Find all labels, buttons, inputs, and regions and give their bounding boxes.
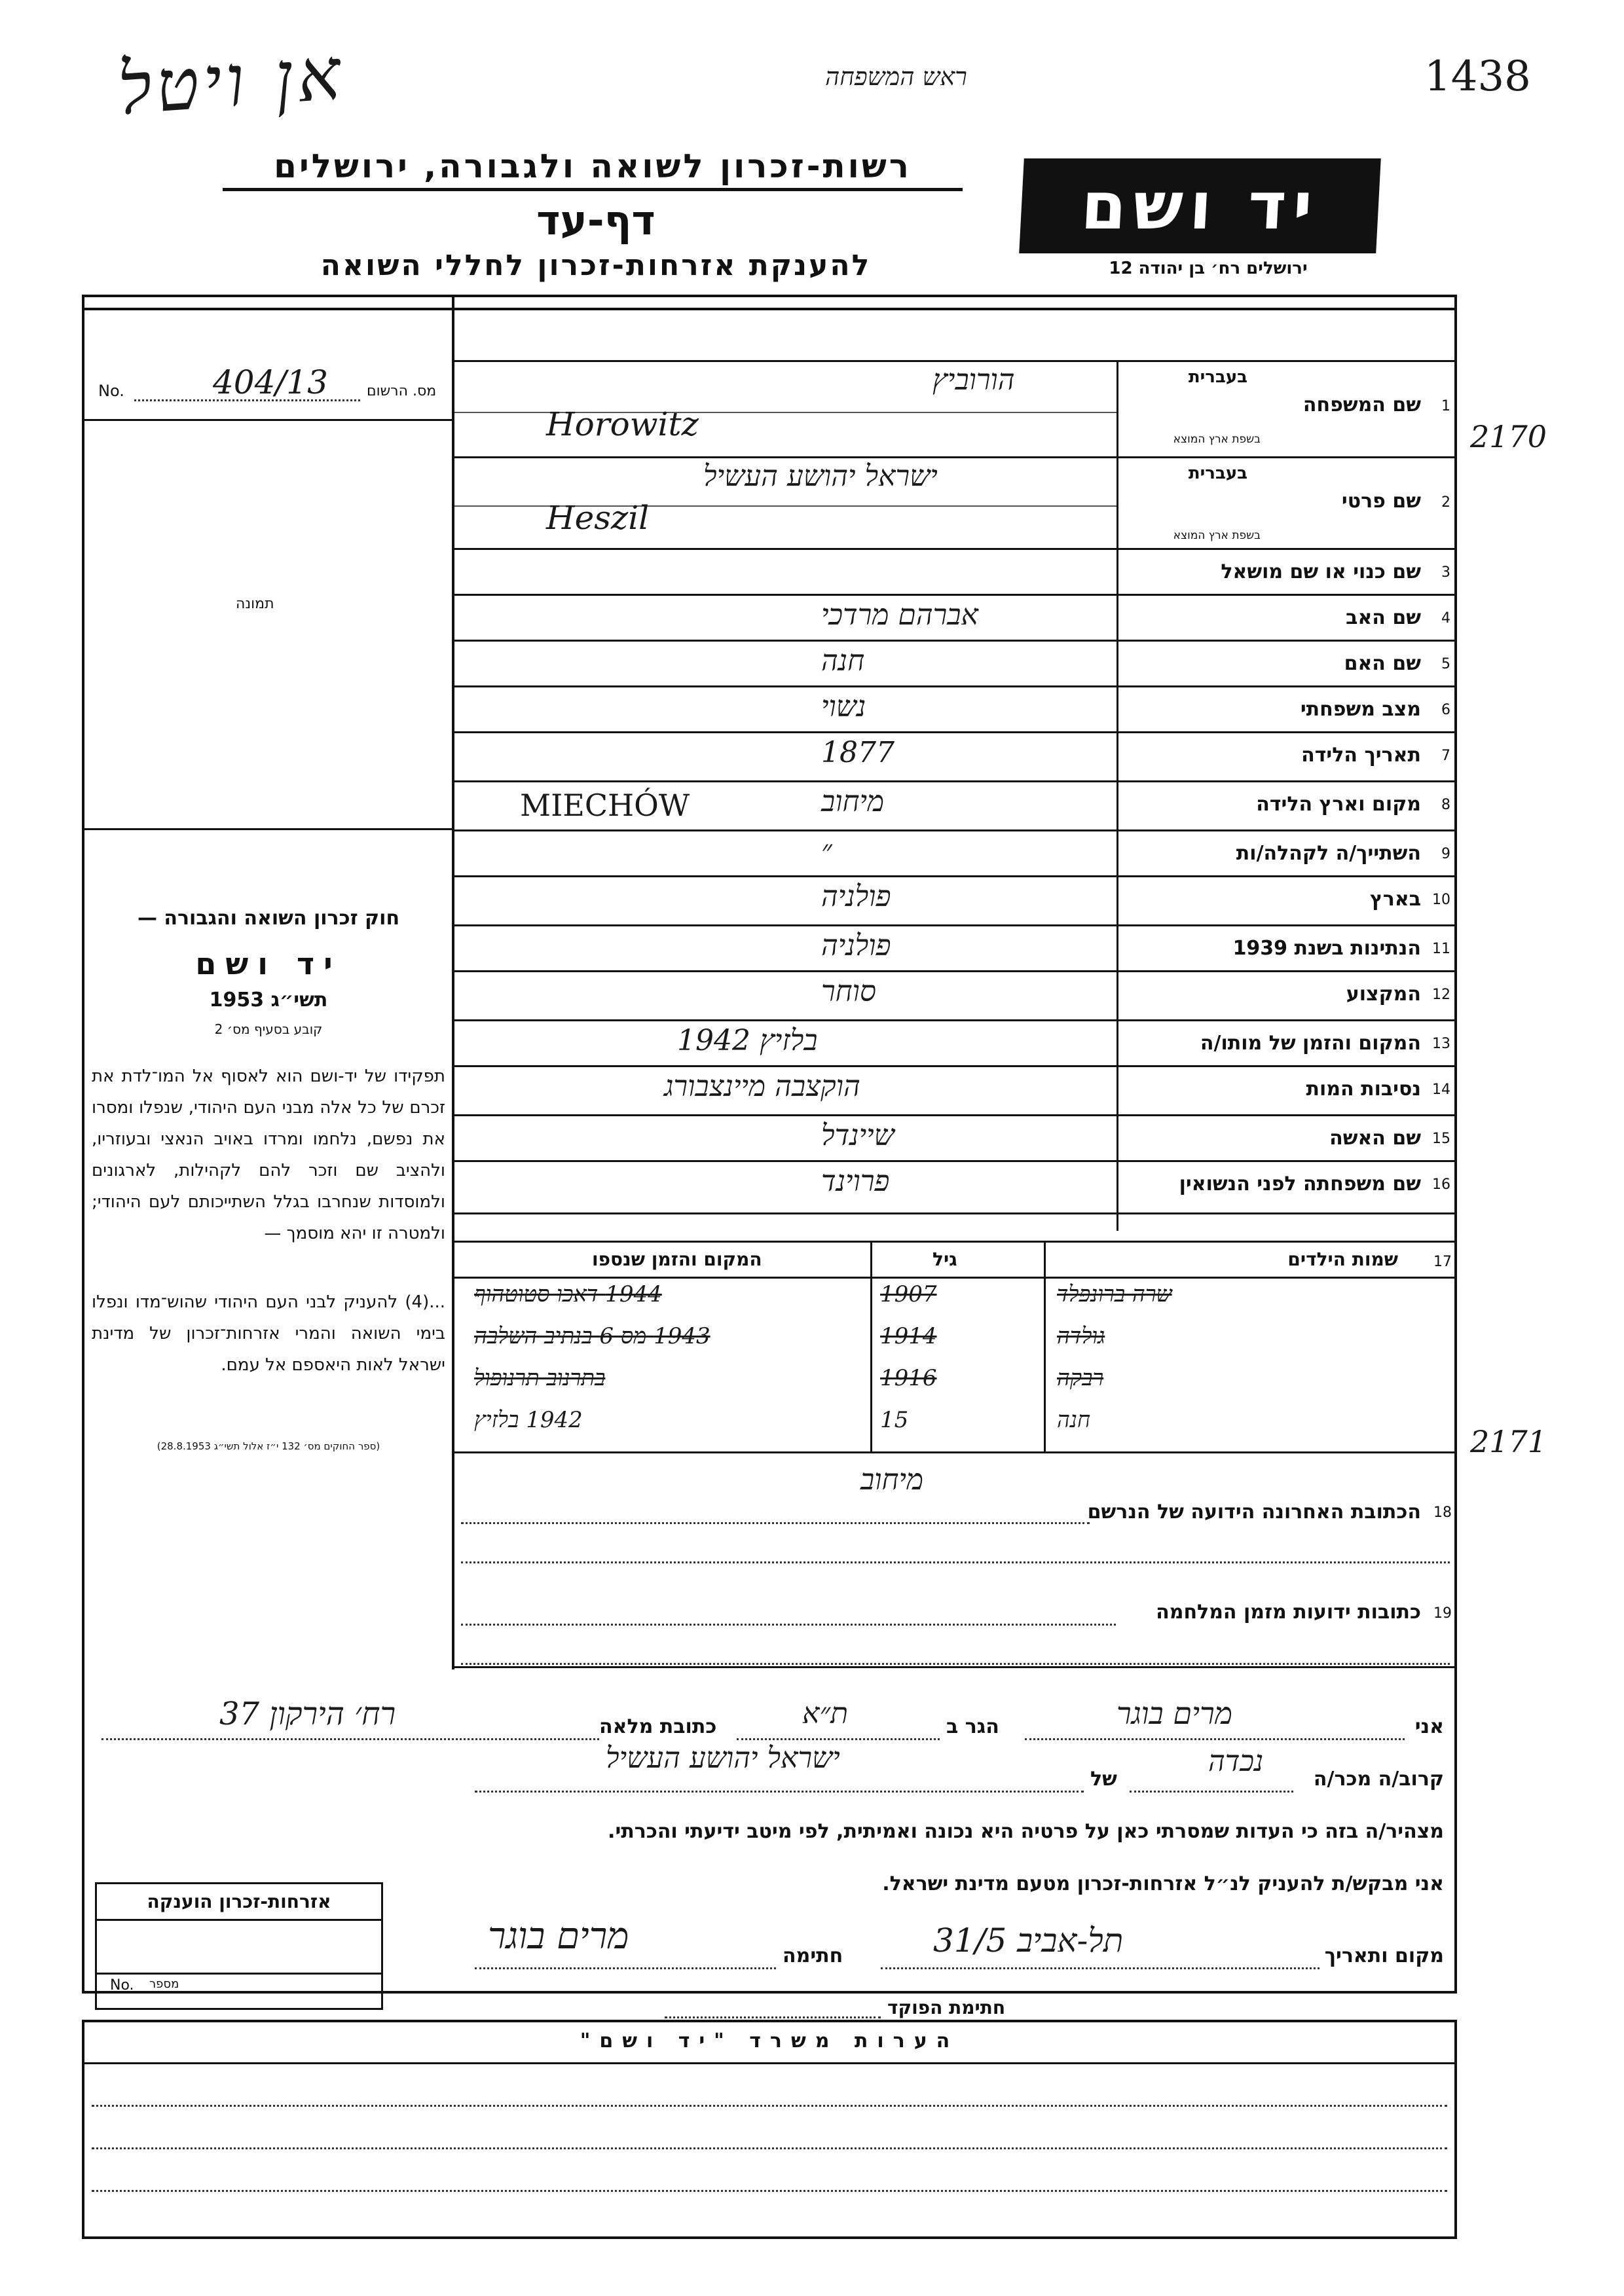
- field-value: פולניה: [821, 929, 891, 962]
- field-label: תאריך הלידה: [1301, 744, 1421, 767]
- field-label: בארץ: [1369, 888, 1421, 911]
- field-value: שיינדל: [821, 1119, 895, 1152]
- law-clause: קובע בסעיף מס׳ 2: [214, 1021, 323, 1037]
- office-notes-title: הערות משרד "יד ושם": [580, 2030, 959, 2052]
- field-label: שם המשפחה: [1302, 393, 1421, 416]
- children-col-age: גיל: [932, 1248, 957, 1270]
- field-value-local: Heszil: [546, 499, 650, 537]
- decl-resides: הגר ב: [946, 1715, 999, 1738]
- field-value: בלזיץ 1942: [677, 1024, 818, 1057]
- field-18-label: הכתובת האחרונה הידועה של הנרשם: [1087, 1501, 1421, 1523]
- reg-label-en: No.: [98, 382, 124, 400]
- field-sub-local: בשפת ארץ המוצא: [1173, 529, 1261, 542]
- field-row-12: [454, 972, 1457, 1021]
- form-title: דף-עד: [536, 196, 655, 244]
- field-18: [454, 1463, 1457, 1565]
- field-num: 12: [1432, 987, 1450, 1003]
- children-col-names: שמות הילדים: [1287, 1248, 1398, 1270]
- field-row-5: [454, 642, 1457, 687]
- logo-text: יד ושם: [1079, 168, 1321, 244]
- field-value: מיחוב: [821, 785, 885, 818]
- child-name: שרה ברונפלד: [1057, 1281, 1172, 1307]
- field-19: [454, 1571, 1457, 1669]
- form-subtitle: להענקת אזרחות-זכרון לחללי השואה: [320, 249, 872, 282]
- field-row-15: [454, 1116, 1457, 1162]
- side-margin-2: 2171: [1470, 1424, 1547, 1459]
- logo-address: ירושלים רח׳ בן יהודה 12: [1109, 259, 1308, 278]
- child-age: 1916: [880, 1365, 937, 1391]
- field-value: אברהם מרדכי: [821, 598, 978, 632]
- field-num: 8: [1441, 797, 1450, 813]
- field-value: חנה: [821, 644, 865, 678]
- decl-officer-label: חתימת הפוקד: [887, 1997, 1006, 2018]
- field-value-local: Horowitz: [546, 405, 699, 443]
- field-row-1: [454, 362, 1457, 458]
- field-label: המקצוע: [1346, 983, 1421, 1006]
- field-19-num: 19: [1433, 1605, 1452, 1622]
- side-margin-1: 2170: [1470, 419, 1547, 454]
- child-place: 1943 מס 6 בנתיב השלבה: [474, 1323, 710, 1349]
- field-value: נשוי: [821, 690, 866, 723]
- decl-relation-label: קרוב/ה מכר/ה: [1313, 1768, 1444, 1791]
- decl-statement: מצהיר/ה בזה כי העדות שמסרתי כאן על פרטיה היא נכונה ואמיתית, לפי מיטב ידיעתי והכרתי.: [608, 1820, 1444, 1843]
- field-label: שם משפחתה לפני הנשואין: [1179, 1173, 1421, 1195]
- decl-relation: נכדה: [1208, 1745, 1264, 1778]
- photo-label: תמונה: [236, 596, 274, 612]
- citizenship-no-label-he: מספר: [149, 1977, 179, 1991]
- field-num: 1: [1441, 398, 1450, 414]
- decl-signature: מרים בוגר: [488, 1915, 629, 1958]
- citizenship-no-label: No.: [110, 1977, 134, 1994]
- field-row-2: [454, 458, 1457, 550]
- field-label: שם כנוי או שם מושאל: [1221, 560, 1421, 583]
- field-num: 13: [1432, 1036, 1450, 1052]
- law-year: תשי״ג 1953: [209, 989, 328, 1011]
- field-row-9: [454, 831, 1457, 877]
- field-label: שם האם: [1344, 652, 1421, 675]
- decl-place-date-label: מקום ותאריך: [1324, 1944, 1444, 1967]
- decl-address: רח׳ הירקון 37: [219, 1696, 396, 1732]
- field-value-local: MIECHÓW: [520, 788, 690, 823]
- field-value: פולניה: [821, 880, 891, 913]
- children-col-place: המקום והזמן שנספו: [592, 1248, 762, 1270]
- reg-label-he: מס. הרשום: [367, 383, 437, 399]
- decl-name: מרים בוגר: [1116, 1696, 1232, 1731]
- field-value-hebrew: הורוביץ: [932, 363, 1015, 397]
- field-label: שם האב: [1346, 606, 1421, 629]
- field-row-10: [454, 877, 1457, 926]
- field-label: מקום וארץ הלידה: [1256, 793, 1421, 816]
- law-heading: חוק זכרון השואה והגבורה —: [137, 907, 400, 930]
- field-row-8: [454, 782, 1457, 831]
- field-19-label: כתובות ידועות מזמן המלחמה: [1156, 1601, 1421, 1624]
- decl-ani: אני: [1414, 1715, 1444, 1738]
- field-num: 4: [1441, 610, 1450, 627]
- decl-of: של: [1090, 1768, 1117, 1791]
- child-age: 1914: [880, 1323, 937, 1349]
- decl-person: ישראל יהושע העשיל: [606, 1741, 840, 1775]
- field-num: 6: [1441, 702, 1450, 718]
- field-row-13: [454, 1021, 1457, 1067]
- decl-address-label: כתובת מלאה: [599, 1715, 717, 1738]
- field-label: שם האשה: [1329, 1127, 1421, 1150]
- field-value: סוחר: [821, 975, 876, 1008]
- child-age: 15: [880, 1407, 909, 1433]
- page-number: 1438: [1424, 52, 1531, 101]
- corner-scrawl: אן ויטל: [115, 31, 347, 131]
- field-sub-hebrew: בעברית: [1188, 464, 1247, 483]
- field-label: שם פרטי: [1341, 490, 1421, 513]
- declaration-section: [82, 1669, 1457, 2018]
- field-value-hebrew: ישראל יהושע העשיל: [703, 460, 938, 493]
- field-label: הנתינות בשנת 1939: [1232, 937, 1421, 960]
- field-value: 1877: [821, 736, 895, 769]
- field-18-num: 18: [1433, 1504, 1452, 1521]
- field-num: 2: [1441, 494, 1450, 511]
- children-num: 17: [1433, 1254, 1452, 1270]
- decl-place-date: תל-אביב 31/5: [933, 1922, 1124, 1959]
- field-num: 7: [1441, 748, 1450, 764]
- child-place: בתרנוב תרנופול: [474, 1365, 606, 1391]
- org-name: רשות-זכרון לשואה ולגבורה, ירושלים: [223, 147, 963, 191]
- citizenship-box: [95, 1882, 383, 2010]
- law-name: יד ושם: [195, 946, 342, 981]
- field-num: 16: [1432, 1176, 1450, 1193]
- field-num: 10: [1432, 892, 1450, 908]
- law-paragraph-2: ...(4) להעניק לבני העם היהודי שהוש־מדו ונפלו בימי השואה והמרי אזרחות־זכרון של מדינת ישראל לאות היאספם אל עמם.: [92, 1292, 445, 1375]
- field-sub-hebrew: בעברית: [1188, 367, 1247, 387]
- field-num: 11: [1432, 941, 1450, 957]
- field-row-3: [454, 550, 1457, 596]
- child-name: רבקה: [1057, 1365, 1104, 1391]
- field-18-value: מיחוב: [860, 1463, 924, 1497]
- field-num: 3: [1441, 564, 1450, 581]
- field-row-11: [454, 926, 1457, 972]
- citizenship-box-title: אזרחות-זכרון הוענקה: [97, 1884, 381, 1921]
- field-row-16: [454, 1162, 1457, 1214]
- field-num: 14: [1432, 1082, 1450, 1098]
- field-value: ״: [821, 834, 832, 867]
- field-row-6: [454, 687, 1457, 733]
- field-label: מצב משפחתי: [1300, 698, 1421, 721]
- child-age: 1907: [880, 1281, 937, 1307]
- child-name: גולדה: [1057, 1323, 1105, 1349]
- top-note: ראש המשפחה: [825, 62, 967, 91]
- field-label: המקום והזמן של מותו/ה: [1200, 1032, 1421, 1055]
- field-num: 9: [1441, 846, 1450, 862]
- reg-number: 404/13: [213, 363, 328, 401]
- law-citation: (ספר החוקים מס׳ 132 י״ז אלול תשי״ג 28.8.1953): [157, 1440, 380, 1452]
- law-paragraph-1: תפקידו של יד-ושם הוא לאסוף אל המו־לדת את זכרם של כל אלה מבני העם היהודי, שנפלו ומסרו את נפשם, נלחמו ומרדו באויב הנאצי ובעוזריו, ולהציב שם וזכר להם לקהילות, לארגונים ולמוסדות שנחרבו בגלל השתייכותם לעם היהודי; ולמטרה זו יהא מוסמך —: [92, 1066, 445, 1243]
- field-num: 5: [1441, 656, 1450, 672]
- decl-signature-label: חתימה: [783, 1944, 843, 1967]
- children-table: [454, 1241, 1457, 1457]
- yad-vashem-logo: [1019, 158, 1381, 253]
- decl-request: אני מבקש/ת להעניק לנ״ל אזרחות-זכרון מטעם מדינת ישראל.: [882, 1872, 1444, 1895]
- child-name: חנה: [1057, 1407, 1091, 1433]
- field-value: הוקצבה מיינצבורג: [664, 1070, 860, 1103]
- field-label: השתייך/ה לקהלה/ות: [1236, 842, 1421, 865]
- field-row-4: [454, 596, 1457, 642]
- field-sub-local: בשפת ארץ המוצא: [1173, 433, 1261, 446]
- child-place: 1942 בלזיץ: [474, 1407, 583, 1433]
- field-row-7: [454, 733, 1457, 782]
- child-place: 1944 דאכו סטוטהוף: [474, 1281, 662, 1307]
- field-row-14: [454, 1067, 1457, 1116]
- field-value: פרוינד: [821, 1165, 890, 1198]
- field-num: 15: [1432, 1131, 1450, 1147]
- decl-city: ת״א: [802, 1697, 848, 1730]
- field-label: נסיבות המות: [1306, 1078, 1421, 1101]
